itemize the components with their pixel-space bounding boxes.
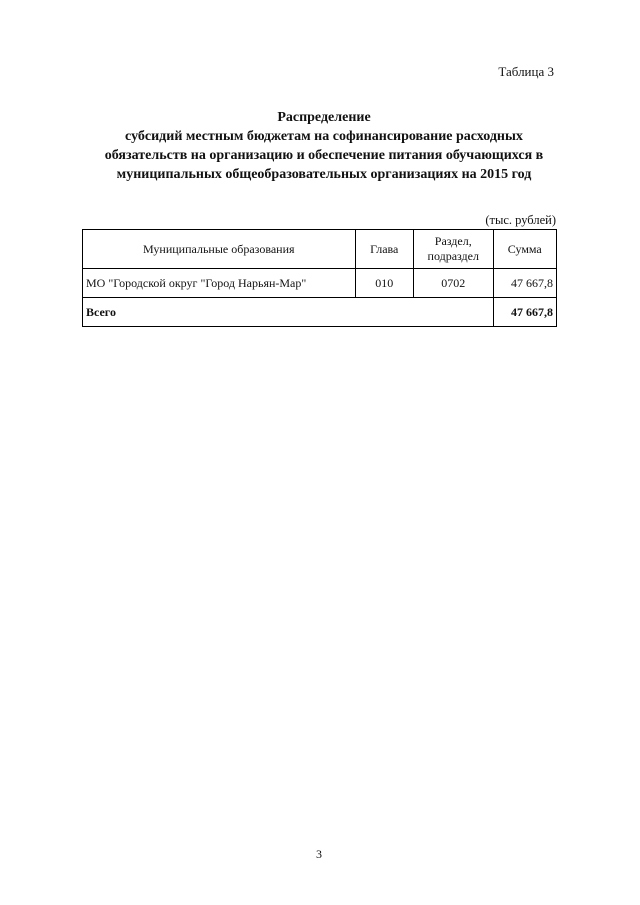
title-line: муниципальных общеобразовательных организациях на 2015 год bbox=[116, 167, 532, 182]
total-row bbox=[83, 298, 557, 327]
title-line: субсидий местным бюджетам на софинансирование расходных bbox=[125, 129, 523, 144]
table-row bbox=[83, 269, 557, 298]
table-header-row bbox=[83, 230, 557, 269]
cell-municipality: МО "Городской округ "Город Нарьян-Мар" bbox=[83, 269, 356, 298]
header-section-line1: Раздел, bbox=[434, 234, 472, 248]
table-number: Таблица 3 bbox=[498, 64, 554, 79]
cell-chapter: 010 bbox=[355, 269, 413, 298]
header-amount: Сумма bbox=[493, 230, 556, 269]
subsidy-table bbox=[82, 229, 557, 327]
document-title bbox=[60, 108, 588, 184]
page-number: 3 bbox=[316, 847, 322, 861]
total-label: Всего bbox=[83, 298, 494, 327]
header-section bbox=[413, 230, 493, 269]
header-section-line2: подраздел bbox=[427, 249, 479, 263]
title-line: Распределение bbox=[277, 110, 371, 125]
header-municipality: Муниципальные образования bbox=[83, 230, 356, 269]
total-amount: 47 667,8 bbox=[493, 298, 556, 327]
units-label: (тыс. рублей) bbox=[485, 213, 556, 227]
header-chapter: Глава bbox=[355, 230, 413, 269]
cell-amount: 47 667,8 bbox=[493, 269, 556, 298]
title-line: обязательств на организацию и обеспечение питания обучающихся в bbox=[104, 148, 544, 163]
cell-section: 0702 bbox=[413, 269, 493, 298]
